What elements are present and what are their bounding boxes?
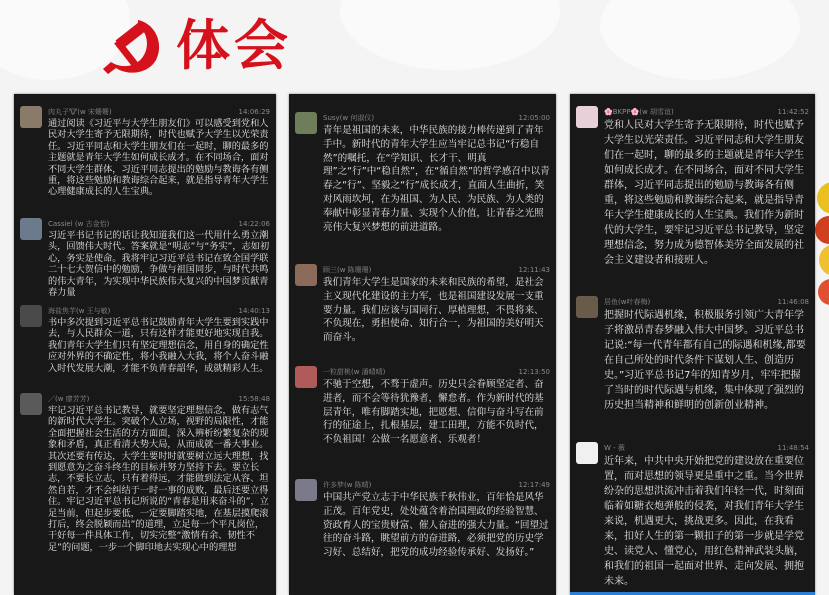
chat-message: [20, 393, 270, 591]
sender-name: ／(w 廖芳芳): [48, 395, 90, 403]
chat-message: [20, 106, 270, 218]
sender-name: 肉丸子🐮(w 宋姗姗): [48, 108, 112, 116]
message-time: 11:46:08: [777, 298, 809, 306]
chat-message: [295, 264, 550, 360]
message-text: 党和人民对大学生寄予无限期待，时代也赋予大学生以光荣责任。习近平同志和大学生朋友们在一起时，聊的最多的主题就是青年大学生如何成长成才。在不同场合，面对不同大学生群体，习近平同志提出的勉励与教诲各有侧重，将这些勉励和教诲综合起来，就是指导青年大学生健康成长的人生宝典。我们作为新时代的大学生，要牢记习近平总书记教导，坚定理想信念，努力成为德智体美劳全面发展的社会主义建设者和接班人。: [604, 120, 804, 266]
chat-message: [576, 296, 809, 432]
chat-screenshot-1: [14, 94, 276, 595]
sender-name: 海盐焦芋(w 王与敏): [48, 307, 111, 315]
sender-name: Susy(w 何淑仪): [323, 114, 375, 122]
avatar: [20, 218, 42, 240]
sender-name: 🌸BKPP🌸(w 胡雪谊): [604, 108, 674, 116]
page-header: [98, 14, 292, 78]
avatar: [20, 305, 42, 327]
avatar: [295, 112, 317, 134]
avatar: [20, 106, 42, 128]
sender-name: 顾三(w 陈珊珊): [323, 266, 372, 274]
message-text: 青年是祖国的未来，中华民族的接力棒传递到了青年手中。新时代的青年大学生应当牢记总书记“行稳自然”的嘱托，在“学知识、长才干、明真理”之“行”中“稳自然”，在“循自然”的哲学感召中以青春之“行”、坚毅之“行”成长成才，直面人生曲折，笑对风雨坎坷，在为祖国、为人民、为民族、为人类的奉献中彰显青春力量、实现个人价值，让青春之光照亮伟大复兴梦想的前进道路。: [323, 125, 550, 233]
sender-name: 许多梦(w 陈晴): [323, 481, 372, 489]
sender-name: Cassiel (w 古金怡): [48, 220, 110, 228]
chat-message: [576, 106, 809, 290]
chat-message: [576, 442, 809, 592]
page-title: 体会: [176, 14, 292, 77]
background-shape: [340, 0, 560, 70]
sender-name: 居鱼(w叶春梅): [604, 298, 651, 306]
avatar: [576, 442, 598, 464]
avatar: [295, 366, 317, 388]
chat-message: [295, 479, 550, 593]
chat-message: [20, 218, 270, 304]
chat-message: [295, 366, 550, 470]
message-time: 14:40:13: [238, 307, 270, 315]
message-time: 14:22:06: [238, 220, 270, 228]
chat-message: [295, 112, 550, 256]
avatar: [295, 479, 317, 501]
sender-name: W - 薇: [604, 444, 625, 452]
message-time: 12:13:50: [518, 368, 550, 376]
avatar: [295, 264, 317, 286]
avatar: [20, 393, 42, 415]
background-shape: [600, 0, 800, 80]
message-time: 12:17:49: [518, 481, 550, 489]
avatar: [576, 296, 598, 318]
message-text: 牢记习近平总书记教导，就要坚定理想信念，做有志气的新时代大学生。突破个人立场，视野的局限性，才能全面把握社会生活的方方面面，深入辨析纷繁复杂的现象和矛盾，真正看清大势大局，从而成就一番大事业。其次还要有传达，大学生要时时就要树立远大理想，找到愿意为之奋斗终生的目标并努力坚持下去。要立长志，不要长立志，只有着得远，才能做到法定从容、坦然自若，才不会纠结于一时一事的成败，最后还要立得住。牢记习近平总书记所说的“青春是用来奋斗的”，立足当前，但起步要低，一定要脚踏实地，在基层摸爬滚打后，终会脱颖而出”的道理，立足每一个平凡岗位，干好每一件具体工作，切实完整“激情有余、韧性不足”的问题，一步一个脚印地去实现心中的理想: [48, 405, 269, 553]
chat-screenshot-3: [570, 94, 815, 595]
chat-message: [20, 305, 270, 391]
message-text: 书中多次提到习近平总书记鼓励青年大学生要到实践中去，与人民群众一道，只有这样才能更好地实现自我。我们青年大学生们只有坚定理想信念，用自身的确定性应对外界的不确定性，将小我融入大我，将个人奋斗融入时代发展大潮，才能不负青春韶华，成就精彩人生。: [48, 317, 269, 374]
message-text: 把握时代际遇机缘，积极服务引领广大青年学子将激昂青春梦融入伟大中国梦。习近平总书记说:“每一代青年都有自己的际遇和机缘,都要在自己所处的时代条件下谋划人生、创造历史。”习近平总书记7年的知青岁月，牢牢把握了当时的时代际遇与机缘，集中体现了强烈的历史担当精神和鲜明的创新创业精神。: [604, 310, 806, 411]
message-text: 近年来，中共中央开始把党的建设放在重要位置，而对思想的领导更是重中之重。当今世界纷杂的思想洪流冲击着我们年轻一代，时刻面临着如糖衣炮弹般的侵袭，对我们青年大学生来说，机遇更大，挑战更多。因此，在我看来，扣好人生的第一颗扣子的第一步就是学党史、读党人、懂党心，用红色精神武装头脑，和我们的祖国一起面对世界、走向发展、拥抱未来。: [604, 456, 804, 587]
message-time: 14:06:29: [238, 108, 270, 116]
message-text: 中国共产党立志于中华民族千秋伟业，百年恰是风华正茂。百年党史，处处蕴含着治国理政的经验智慧、资政育人的宝贵财富、催人奋进的强大力量。“回望过往的奋斗路，眺望前方的奋进路，必须把党的历史学习好、总结好，把党的成功经验传承好、发扬好。”: [323, 492, 549, 559]
avatar: [576, 106, 598, 128]
chat-screenshot-2: [289, 94, 556, 595]
message-text: 我们青年大学生是国家的未来和民族的希望，是社会主义现代化建设的主力军，也是祖国建设发展一支重要力量。我们应该与国同行、厚植理想，不畏将来、不负现在，勇担使命、知行合一，为祖国的美好明天而奋斗。: [323, 277, 544, 344]
message-time: 12:11:43: [518, 266, 550, 274]
sender-name: 一粒甜桃(w 潘晴晴): [323, 368, 386, 376]
message-time: 12:05:00: [518, 114, 550, 122]
message-text: 不驰于空想，不骛于虚声。历史只会眷顾坚定者、奋进者，而不会等待犹豫者，懈怠者。作为新时代的基层青年，唯有脚踏实地，把愿想、信仰与奋斗写在前行的征途上，扎根基层，建工田理，方能不负时代，不负祖国！公做一名愿意者、乐观者！: [323, 379, 544, 446]
hammer-sickle-icon: [98, 14, 168, 78]
message-text: 习近平书记书记的话让我知道我们这一代用什么勇立潮头，回馈伟大时代。答案就是“明志”与“务实”，志如初心，务实是使命。我将牢记习近平总书记在致全国学联二十七大贺信中的勉励，争做与祖国同步，与时代共鸣的伟大青年，为实现中华民族伟大复兴的中国梦贡献青春力量: [48, 230, 270, 299]
message-time: 11:48:54: [777, 444, 809, 452]
message-time: 15:58:48: [238, 395, 270, 403]
message-text: 通过阅读《习近平与大学生朋友们》可以感受到党和人民对大学生寄予无限期待，时代也赋予大学生以光荣责任。习近平同志和大学生朋友们在一起时，聊的最多的主题就是青年大学生如何成长成才。在不同场合，面对不同大学生群体，习近平同志提出的勉励与教诲各有侧重，将这些勉励和教诲综合起来，就是指导青年大学生心理健康成长的人生宝典。: [48, 118, 269, 198]
message-time: 11:42:52: [777, 108, 809, 116]
